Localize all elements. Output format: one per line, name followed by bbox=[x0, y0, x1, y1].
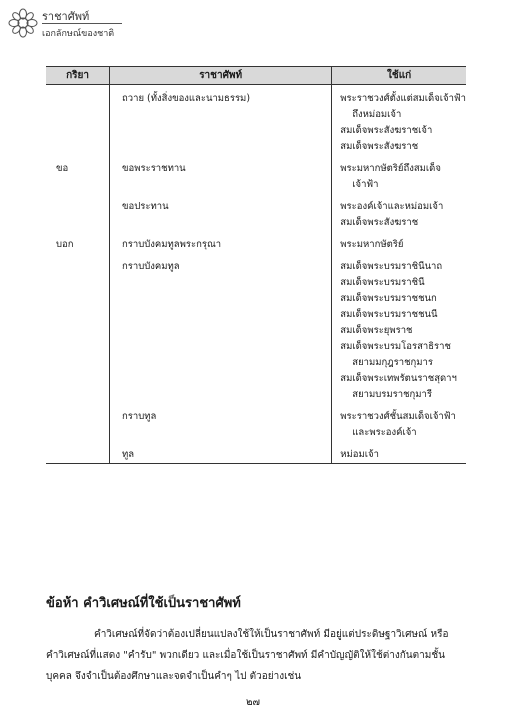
cell-verb bbox=[46, 91, 110, 155]
royal-term-text: ทูล bbox=[122, 449, 135, 460]
royal-term-text: ขอพระราชทาน bbox=[122, 163, 186, 174]
used-for-text: สมเด็จพระบรมราชินี bbox=[340, 277, 425, 288]
column-header-verb: กริยา bbox=[46, 67, 110, 85]
royal-term-text: กราบบังคมทูล bbox=[122, 261, 180, 272]
used-for-text: พระราชวงศ์ชั้นสมเด็จเจ้าฟ้า bbox=[340, 411, 456, 422]
paragraph-line: บุคคล จึงจำเป็นต้องศึกษาและจดจำเป็นคำๆ ไป ตัวอย่างเช่น bbox=[46, 671, 302, 682]
table-header-row bbox=[46, 67, 466, 85]
page-number: ๒๗ bbox=[245, 697, 261, 708]
used-for-text: พระราชวงศ์ตั้งแต่สมเด็จเจ้าฟ้า bbox=[340, 93, 466, 104]
verb-text bbox=[56, 91, 109, 107]
royal-term-text: กราบบังคมทูลพระกรุณา bbox=[122, 239, 222, 250]
cell-royal-term bbox=[110, 259, 332, 403]
used-for-text: สมเด็จพระบรมราชินีนาถ bbox=[340, 261, 443, 272]
section-heading: ข้อห้า คำวิเศษณ์ที่ใช้เป็นราชาศัพท์ bbox=[46, 596, 241, 611]
cell-used-for bbox=[332, 91, 466, 155]
used-for-text: พระมหากษัตริย์ bbox=[340, 239, 404, 250]
cell-royal-term bbox=[110, 447, 332, 464]
used-for-text: สมเด็จพระบรมโอรสาธิราช bbox=[340, 341, 451, 352]
cell-verb bbox=[46, 199, 110, 231]
table-row bbox=[46, 259, 466, 403]
column-header-used-for: ใช้แก่ bbox=[332, 67, 466, 85]
cell-verb bbox=[46, 259, 110, 403]
royal-term-text: ถวาย (ทั้งสิ่งของและนามธรรม) bbox=[122, 93, 251, 104]
header-title: ราชาศัพท์ bbox=[42, 10, 90, 23]
cell-used-for bbox=[332, 199, 466, 231]
used-for-text: สมเด็จพระเทพรัตนราชสุดาฯ bbox=[340, 373, 457, 384]
cell-verb bbox=[46, 447, 110, 464]
used-for-text: และพระองค์เจ้า bbox=[352, 427, 417, 438]
table-row bbox=[46, 409, 466, 441]
body-paragraph bbox=[46, 624, 466, 687]
used-for-text: สมเด็จพระบรมราชชนนี bbox=[340, 309, 438, 320]
royal-term-text: กราบทูล bbox=[122, 411, 157, 422]
used-for-text: สมเด็จพระบรมราชชนก bbox=[340, 293, 437, 304]
used-for-text: เจ้าฟ้า bbox=[352, 179, 379, 190]
cell-royal-term bbox=[110, 199, 332, 231]
paragraph-line: คำวิเศษณ์ที่จัดว่าต้องเปลี่ยนแปลงใช้ให้เป็นราชาศัพท์ มีอยู่แต่ประดิษฐาวิเศษณ์ หรือ bbox=[94, 629, 449, 640]
verb-text bbox=[56, 259, 109, 275]
paragraph-line: คำวิเศษณ์ที่แสดง "คำรับ" พวกเดียว และเมื่อใช้เป็นราชาศัพท์ มีคำบัญญัติให้ใช้ต่างกันตามชั้น bbox=[46, 650, 445, 661]
verb-text: ขอ bbox=[56, 163, 69, 174]
cell-verb bbox=[46, 237, 110, 253]
used-for-text: สมเด็จพระสังฆราช bbox=[340, 217, 419, 228]
used-for-text: พระองค์เจ้าและหม่อมเจ้า bbox=[340, 201, 444, 212]
used-for-text: สมเด็จพระยุพราช bbox=[340, 325, 413, 336]
cell-royal-term bbox=[110, 91, 332, 155]
used-for-text: สมเด็จพระสังฆราช bbox=[340, 141, 419, 152]
royal-term-text: ขอประทาน bbox=[122, 201, 169, 212]
table-row bbox=[46, 237, 466, 253]
verb-text bbox=[56, 409, 109, 425]
used-for-text: ถึงหม่อมเจ้า bbox=[352, 109, 402, 120]
cell-used-for bbox=[332, 259, 466, 403]
cell-used-for bbox=[332, 161, 466, 193]
header-subtitle: เอกลักษณ์ของชาติ bbox=[42, 29, 115, 39]
header-divider bbox=[42, 23, 122, 24]
cell-verb bbox=[46, 409, 110, 441]
used-for-text: หม่อมเจ้า bbox=[340, 449, 379, 460]
cell-royal-term bbox=[110, 409, 332, 441]
used-for-text: สยามมกุฎราชกุมาร bbox=[352, 357, 433, 368]
royal-vocabulary-table bbox=[46, 66, 466, 464]
page-header bbox=[8, 6, 168, 40]
cell-verb bbox=[46, 161, 110, 193]
cell-used-for bbox=[332, 447, 466, 464]
used-for-text: สยามบรมราชกุมารี bbox=[352, 389, 432, 400]
column-header-royal-term: ราชาศัพท์ bbox=[110, 67, 332, 85]
verb-text bbox=[56, 199, 109, 215]
cell-royal-term bbox=[110, 237, 332, 253]
table-row bbox=[46, 199, 466, 231]
table-row bbox=[46, 161, 466, 193]
cell-used-for bbox=[332, 409, 466, 441]
verb-text: บอก bbox=[56, 239, 74, 250]
cell-used-for bbox=[332, 237, 466, 253]
verb-text bbox=[56, 447, 109, 463]
lotus-emblem-icon bbox=[8, 8, 38, 38]
used-for-text: พระมหากษัตริย์ถึงสมเด็จ bbox=[340, 163, 441, 174]
table-row bbox=[46, 91, 466, 155]
used-for-text: สมเด็จพระสังฆราชเจ้า bbox=[340, 125, 433, 136]
cell-royal-term bbox=[110, 161, 332, 193]
table-row bbox=[46, 447, 466, 464]
